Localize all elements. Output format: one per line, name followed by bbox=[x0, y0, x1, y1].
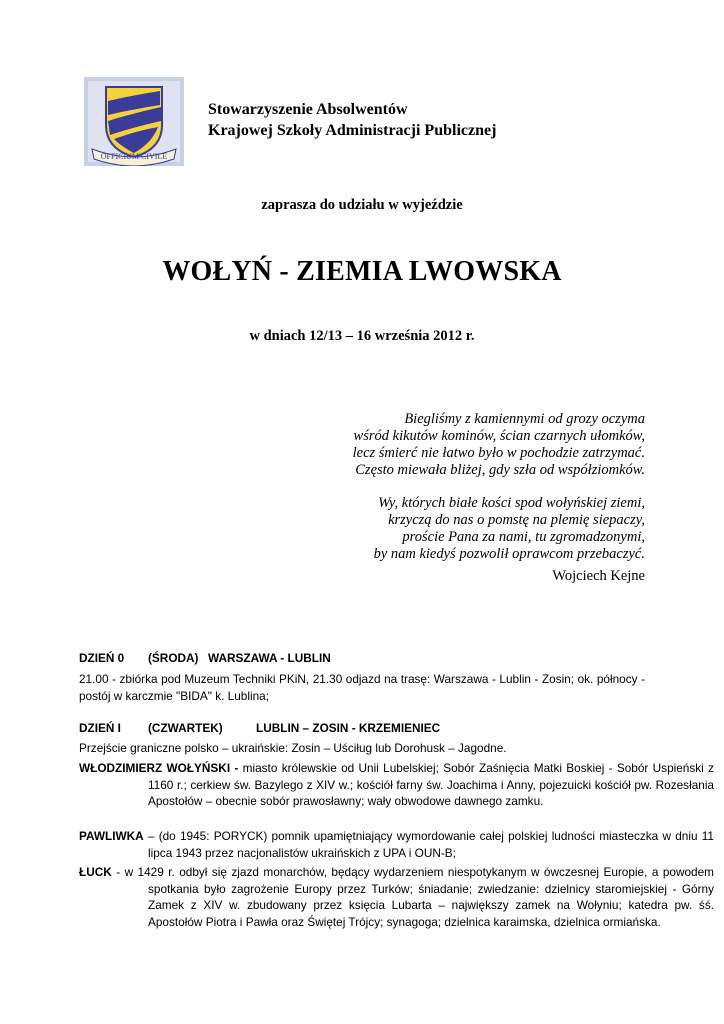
org-line-2: Krajowej Szkoły Administracji Publicznej bbox=[208, 122, 497, 139]
entry-text: miasto królewskie od Unii Lubelskiej; Sobór Zaśnięcia Matki Boskiej - Sobór Uspieński z 1160 r.; cerkiew św. Bazylego z XIV w.; kościół farny św. Joachima i Anny, pojezuicki kościół pw. Rozesłania Apostołów – obecnie sobór prawosławny; wały obwodowe dawnego zamku. bbox=[148, 761, 714, 809]
poem-line: krzyczą do nas o pomstę na plemię siepaczy, bbox=[388, 512, 645, 528]
day1-intro: Przejście graniczne polsko – ukraińskie: Zosin – Uściług lub Dorohusk – Jagodne. bbox=[79, 741, 507, 755]
poem-line: Wy, których białe kości spod wołyńskiej ziemi, bbox=[378, 495, 645, 511]
day1-label: DZIEŃ I bbox=[79, 721, 121, 735]
itinerary-entry-luck bbox=[79, 864, 714, 930]
shield-emblem-icon bbox=[84, 77, 184, 166]
day0-weekday: (ŚRODA) bbox=[148, 651, 199, 665]
association-logo bbox=[84, 77, 184, 166]
logo-motto: OFFICIUM CIVILE bbox=[100, 152, 168, 161]
poem-line: proście Pana za nami, tu zgromadzonymi, bbox=[402, 529, 645, 545]
day1-weekday: (CZWARTEK) bbox=[148, 721, 223, 735]
entry-place: ŁUCK bbox=[79, 865, 112, 879]
poem-stanza-1 bbox=[353, 411, 645, 479]
entry-place: WŁODZIMIERZ WOŁYŃSKI - bbox=[79, 761, 239, 775]
poem-line: lecz śmierć nie łatwo było w pochodzie zatrzymać. bbox=[352, 445, 645, 461]
poem-stanza-2 bbox=[353, 495, 645, 563]
org-line-1: Stowarzyszenie Absolwentów bbox=[208, 101, 408, 118]
day1-heading bbox=[79, 720, 645, 737]
poem-line: Często miewała bliżej, gdy szła od współziomków. bbox=[355, 462, 645, 478]
entry-text: – (do 1945: PORYCK) pomnik upamiętniający wymordowanie całej polskiej ludności miasteczka w dniu 11 lipca 1943 przez nacjonalistów ukraińskich z UPA i OUN-B; bbox=[143, 829, 714, 860]
entry-text: - w 1429 r. odbył się zjazd monarchów, będący wydarzeniem niespotykanym w ówczesnej Europie, a powodem spotkania było zagrożenie Europy przez Turków; śniadanie; zwiedzanie: dzielnicy staromiejskiej - Górny Zamek z XIV w. zbudowany przez księcia Lubarta – największy zamek na Wołyniu; katedra pw. śś. Apostołów Piotra i Pawła oraz Świętej Trójcy; synagoga; dzielnica karaimska, dzielnica ormiańska. bbox=[111, 865, 714, 929]
entry-place: PAWLIWKA bbox=[79, 829, 144, 843]
poem-line: Biegliśmy z kamiennymi od grozy oczyma bbox=[404, 411, 645, 427]
poem-line: by nam kiedyś pozwolił oprawcom przebaczyć. bbox=[373, 546, 645, 562]
day0-label: DZIEŃ 0 bbox=[79, 651, 125, 665]
poem-line: wśród kikutów kominów, ścian czarnych ułomków, bbox=[353, 428, 645, 444]
itinerary-entry-pawliwka bbox=[79, 828, 714, 861]
trip-title: WOŁYŃ - ZIEMIA LWOWSKA bbox=[162, 256, 562, 287]
itinerary-entry-wlodzimierz bbox=[79, 760, 714, 810]
day0-route: WARSZAWA - LUBLIN bbox=[208, 651, 331, 665]
organization-name bbox=[208, 99, 496, 141]
poem bbox=[353, 411, 645, 579]
day0-heading bbox=[79, 650, 645, 667]
day1-route: LUBLIN – ZOSIN - KRZEMIENIEC bbox=[256, 721, 441, 735]
invitation-text: zaprasza do udziału w wyjeździe bbox=[261, 197, 463, 213]
day0-description: 21.00 - zbiórka pod Muzeum Techniki PKiN, 21.30 odjazd na trasę: Warszawa - Lublin - Zosin; ok. północy - postój w karczmie "BIDA" k. Lublina; bbox=[79, 672, 645, 703]
poem-author: Wojciech Kejne bbox=[552, 568, 645, 584]
trip-dates: w dniach 12/13 – 16 września 2012 r. bbox=[249, 328, 475, 344]
